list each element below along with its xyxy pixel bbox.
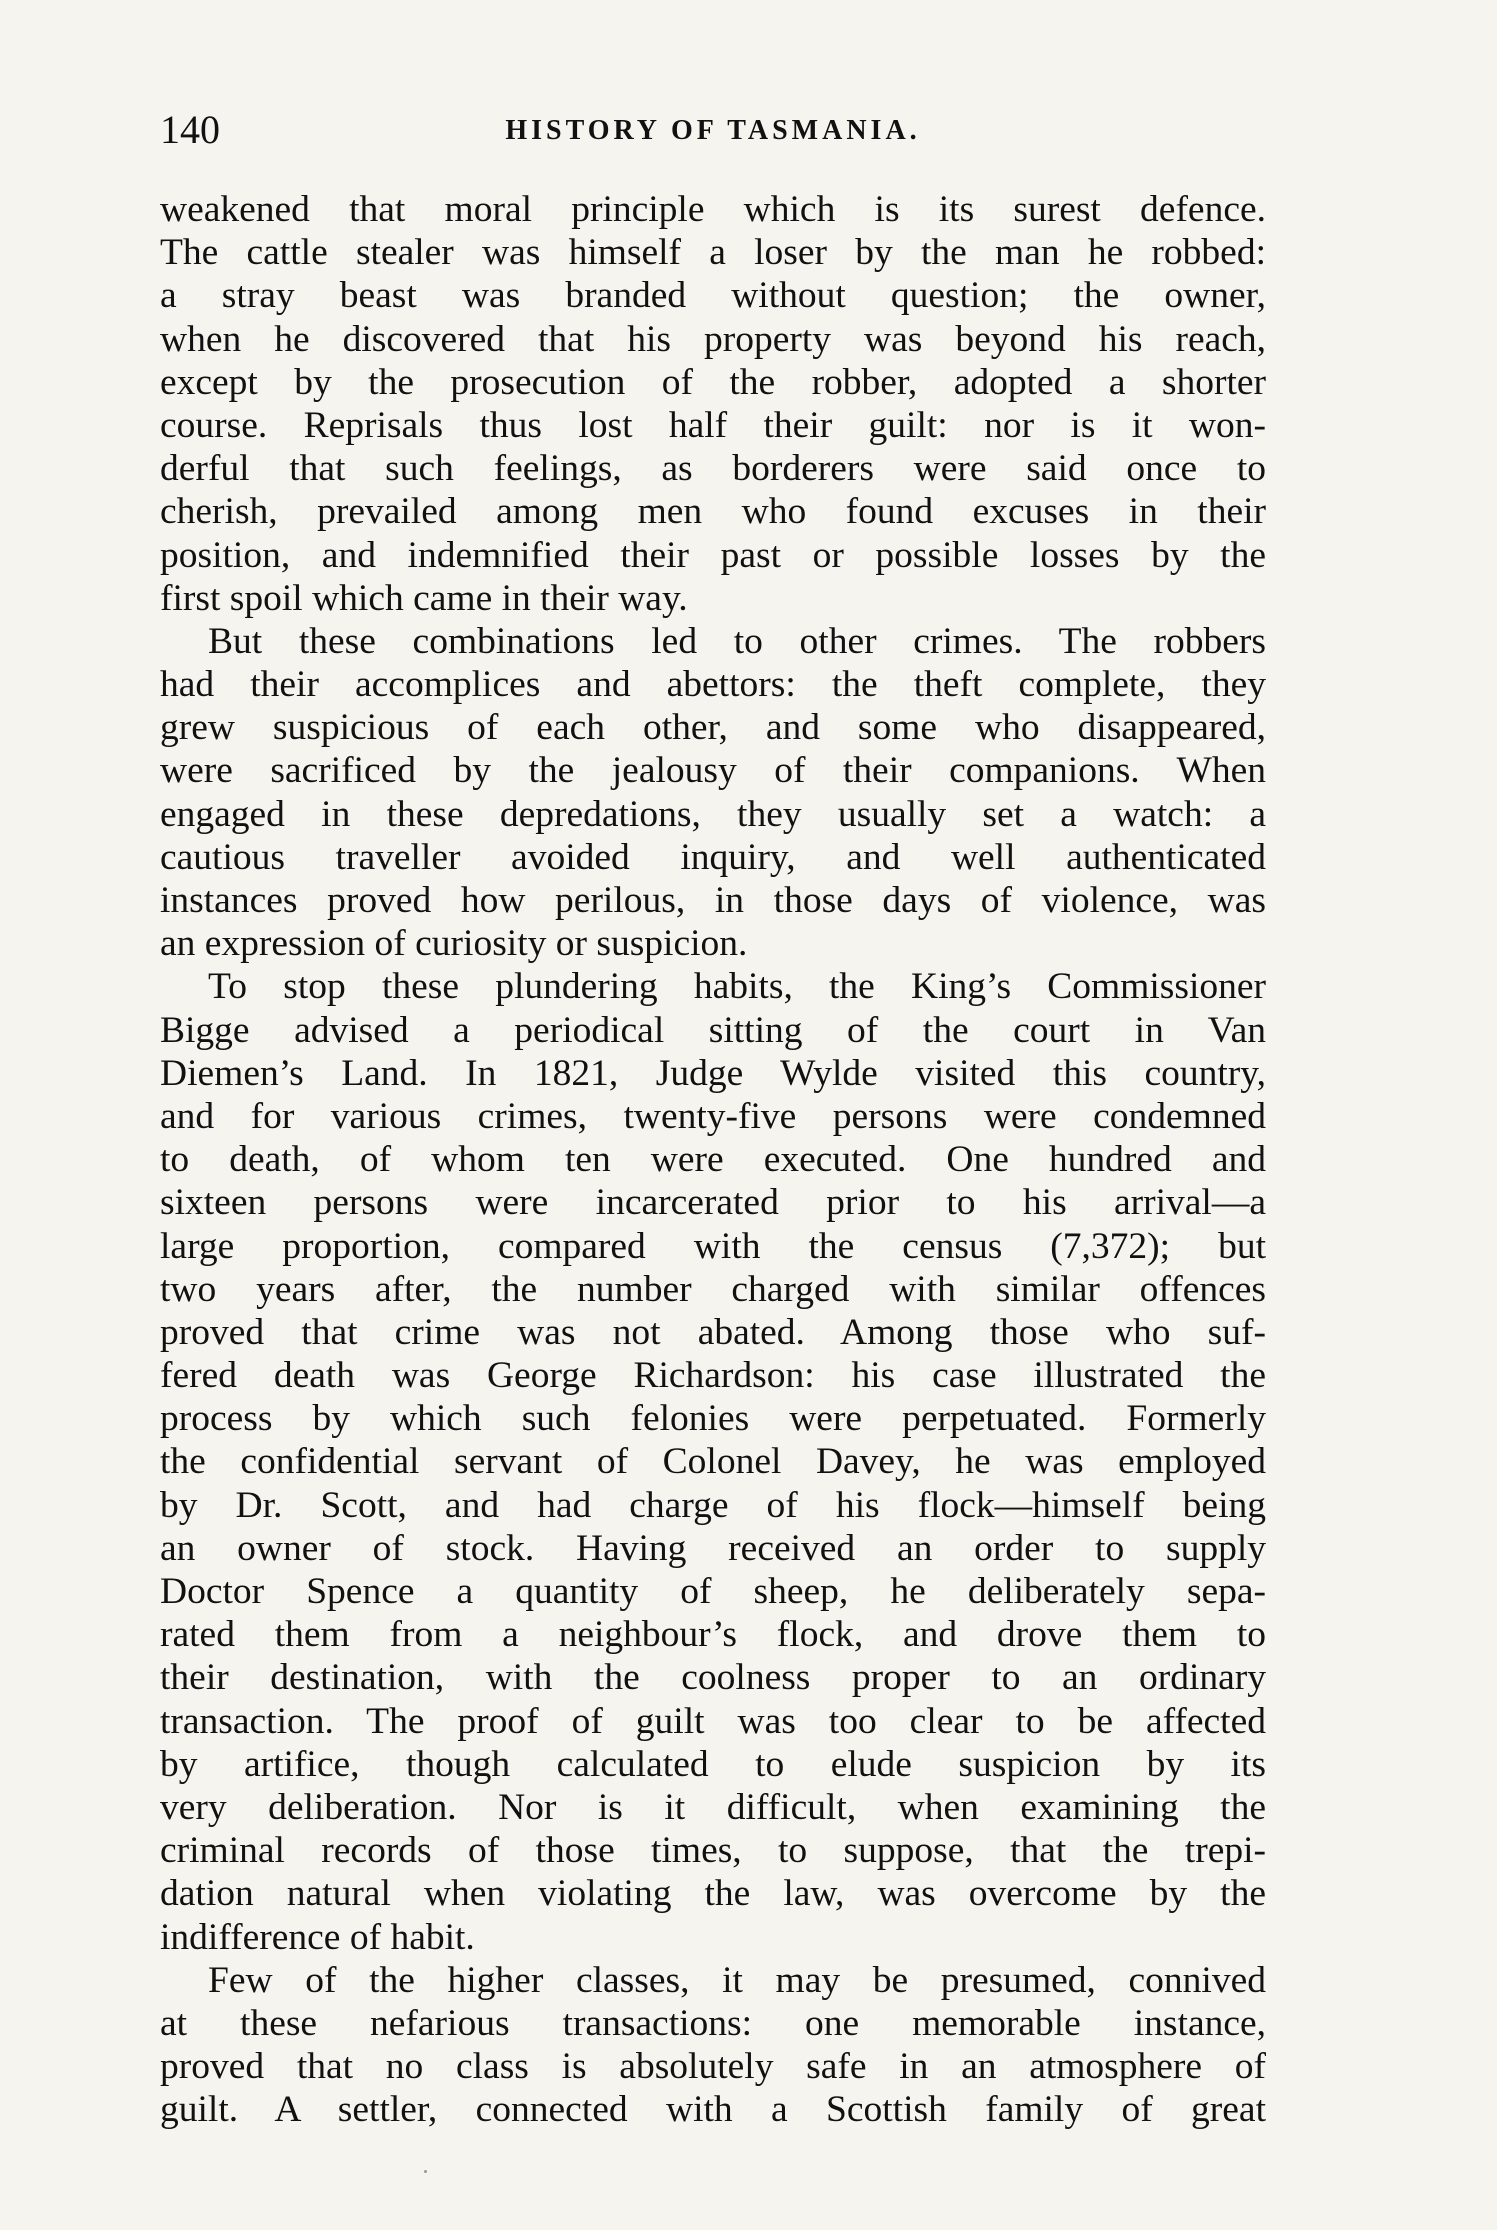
text-line: course. Reprisals thus lost half their guilt: nor is it won- bbox=[160, 404, 1266, 446]
text-line: cautious traveller avoided inquiry, and well authenticated bbox=[160, 836, 1266, 878]
text-line: the confidential servant of Colonel Davey, he was employed bbox=[160, 1441, 1266, 1483]
text-line: large proportion, compared with the census (7,372); but bbox=[160, 1225, 1266, 1267]
text-line: fered death was George Richardson: his case illustrated the bbox=[160, 1355, 1266, 1397]
text-line: process by which such felonies were perpetuated. Formerly bbox=[160, 1398, 1266, 1440]
text-line: at these nefarious transactions: one memorable instance, bbox=[160, 2002, 1266, 2044]
paragraph-start-line: Few of the higher classes, it may be presumed, connived bbox=[208, 1959, 1266, 2001]
text-line: had their accomplices and abettors: the theft complete, they bbox=[160, 664, 1266, 706]
text-line: derful that such feelings, as borderers were said once to bbox=[160, 448, 1266, 490]
text-line: Doctor Spence a quantity of sheep, he deliberately sepa- bbox=[160, 1571, 1266, 1612]
text-line: were sacrificed by the jealousy of their companions. When bbox=[160, 750, 1266, 792]
text-line: except by the prosecution of the robber, adopted a shorter bbox=[160, 361, 1266, 403]
text-line: proved that no class is absolutely safe in an atmosphere of bbox=[160, 2046, 1266, 2088]
text-line: to death, of whom ten were executed. One hundred and bbox=[160, 1139, 1266, 1181]
page-header bbox=[160, 100, 1266, 160]
text-line: by artifice, though calculated to elude suspicion by its bbox=[160, 1743, 1266, 1785]
text-line: a stray beast was branded without question; the owner, bbox=[160, 275, 1266, 317]
text-line: engaged in these depredations, they usually set a watch: a bbox=[160, 793, 1266, 835]
text-line: transaction. The proof of guilt was too clear to be affected bbox=[160, 1700, 1266, 1742]
text-line: an owner of stock. Having received an order to supply bbox=[160, 1527, 1266, 1569]
text-line: very deliberation. Nor is it difficult, when examining the bbox=[160, 1786, 1266, 1828]
text-line: first spoil which came in their way. bbox=[160, 577, 688, 619]
text-line: when he discovered that his property was beyond his reach, bbox=[160, 318, 1266, 360]
text-line: an expression of curiosity or suspicion. bbox=[160, 923, 748, 965]
running-title: HISTORY OF TASMANIA. bbox=[505, 115, 921, 146]
text-line: rated them from a neighbour’s flock, and drove them to bbox=[160, 1614, 1266, 1656]
paragraph-start-line: To stop these plundering habits, the King’s Commissioner bbox=[208, 966, 1266, 1008]
text-line: by Dr. Scott, and had charge of his flock—himself being bbox=[160, 1484, 1266, 1526]
text-line: Bigge advised a periodical sitting of the court in Van bbox=[160, 1009, 1266, 1051]
paragraph-start-line: But these combinations led to other crimes. The robbers bbox=[208, 620, 1266, 662]
text-line: instances proved how perilous, in those days of violence, was bbox=[160, 880, 1266, 921]
text-line: proved that crime was not abated. Among those who suf- bbox=[160, 1311, 1266, 1353]
text-line: indifference of habit. bbox=[160, 1916, 475, 1958]
text-line: The cattle stealer was himself a loser by the man he robbed: bbox=[160, 232, 1266, 274]
text-line: weakened that moral principle which is its surest defence. bbox=[160, 189, 1266, 230]
text-line: position, and indemnified their past or possible losses by the bbox=[160, 534, 1266, 576]
paper-speck bbox=[424, 2170, 427, 2173]
text-line: guilt. A settler, connected with a Scottish family of great bbox=[160, 2089, 1266, 2131]
body-text bbox=[160, 188, 1266, 2131]
text-line: cherish, prevailed among men who found excuses in their bbox=[160, 491, 1266, 533]
text-line: Diemen’s Land. In 1821, Judge Wylde visited this country, bbox=[160, 1052, 1266, 1094]
text-line: sixteen persons were incarcerated prior to his arrival—a bbox=[160, 1182, 1266, 1224]
page-number: 140 bbox=[160, 107, 220, 152]
text-line: dation natural when violating the law, was overcome by the bbox=[160, 1873, 1266, 1915]
text-line: their destination, with the coolness proper to an ordinary bbox=[160, 1657, 1266, 1699]
text-line: criminal records of those times, to suppose, that the trepi- bbox=[160, 1830, 1266, 1872]
text-line: two years after, the number charged with similar offences bbox=[160, 1268, 1266, 1310]
text-line: grew suspicious of each other, and some who disappeared, bbox=[160, 707, 1266, 749]
text-line: and for various crimes, twenty-five persons were condemned bbox=[160, 1095, 1266, 1137]
